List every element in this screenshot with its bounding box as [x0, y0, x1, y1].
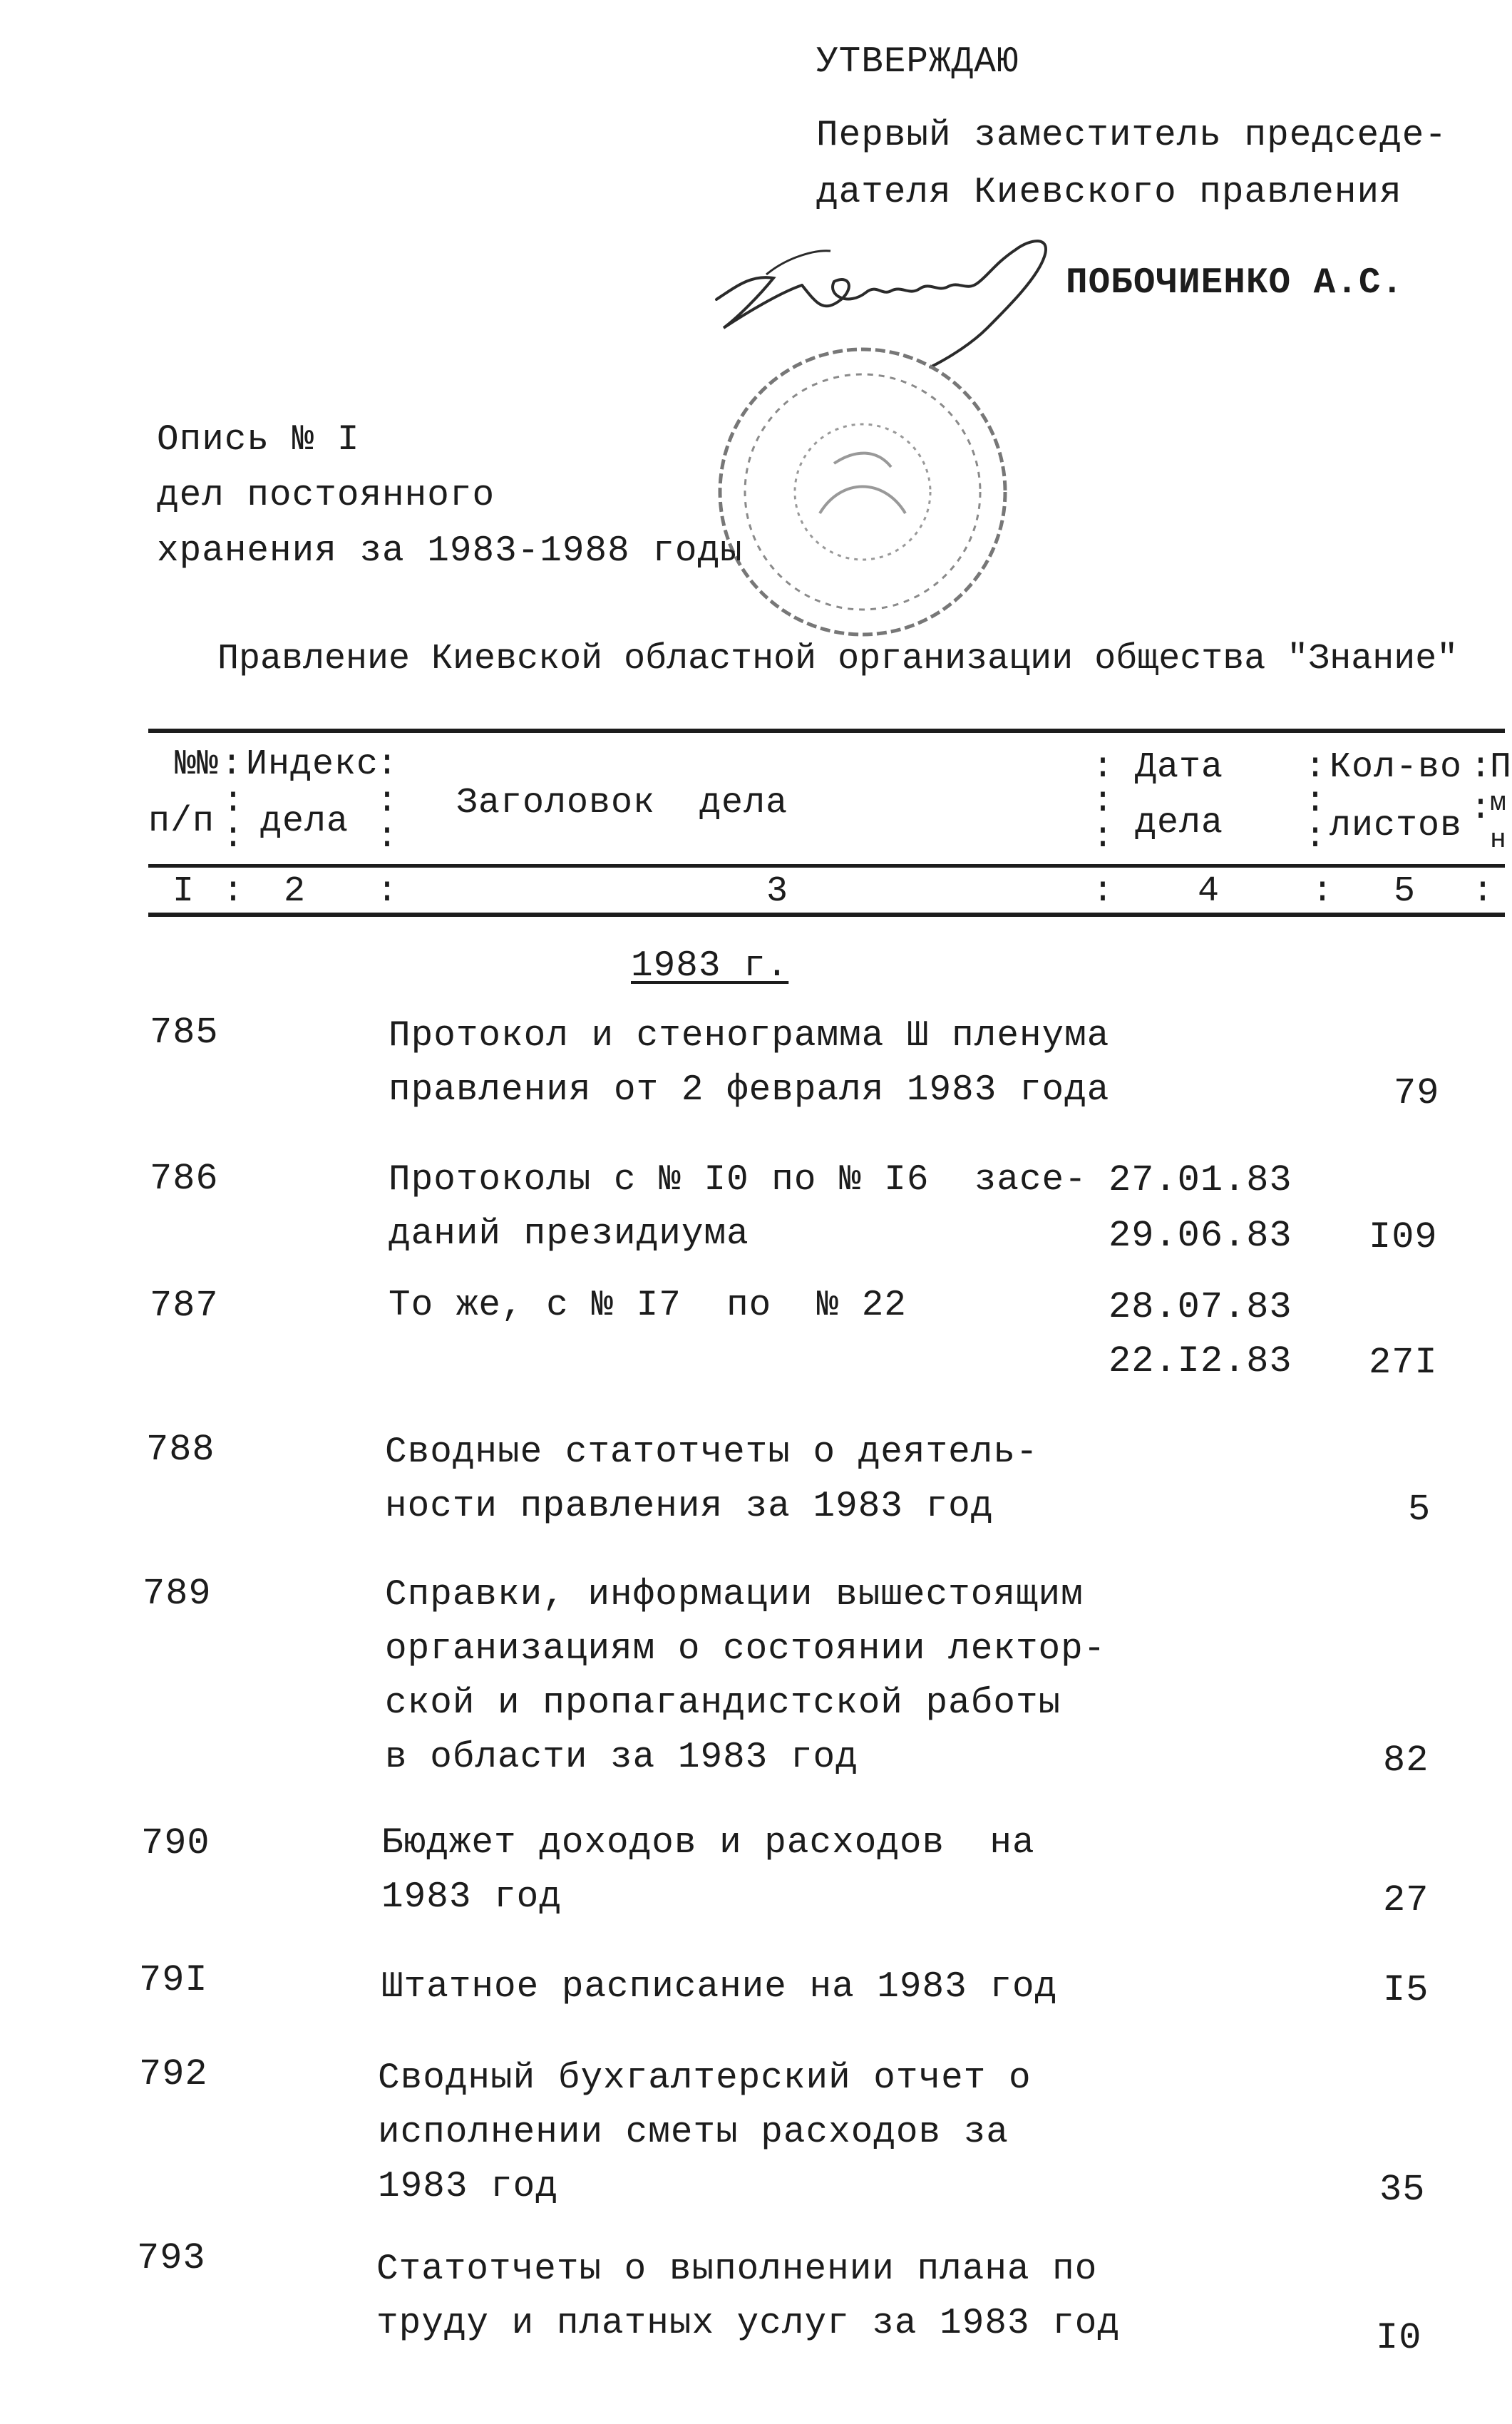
case-sheets: 5: [1408, 1489, 1431, 1531]
case-number: 786: [150, 1158, 219, 1200]
approval-title: УТВЕРЖДАЮ: [816, 42, 1019, 83]
header-separator: :: [1470, 789, 1492, 829]
header-separator: :: [1305, 747, 1327, 788]
case-number: 792: [139, 2053, 208, 2095]
header-separator: :: [1470, 747, 1492, 788]
inventory-line-2: дел постоянного: [157, 476, 495, 516]
col5-header-line1: Кол-во: [1330, 747, 1463, 788]
header-separator: :: [222, 781, 245, 822]
header-separator: :: [376, 817, 398, 858]
case-date: 27.01.83: [1109, 1159, 1292, 1201]
col-number-3: 3: [766, 871, 789, 912]
col4-header-line1: Дата: [1135, 747, 1224, 788]
header-separator: :: [1092, 747, 1114, 788]
number-separator: :: [1312, 871, 1334, 912]
case-title-line: 1983 год: [381, 1877, 562, 1918]
col-number-5: 5: [1394, 871, 1416, 912]
col1-header-line2: п/п: [148, 801, 215, 842]
col6-header-line2: м: [1490, 788, 1507, 818]
case-title-line: Справки, информации вышестоящим: [385, 1575, 1084, 1616]
case-title-line: организациям о состоянии лектор-: [385, 1629, 1106, 1670]
col2-header-line1: Индекс: [246, 744, 379, 785]
case-title-line: ской и пропагандистской работы: [385, 1683, 1061, 1724]
case-title-line: даний президиума: [389, 1214, 749, 1255]
organization-name: Правление Киевской областной организации общества "Знание": [217, 639, 1459, 679]
approval-signer: ПОБОЧИЕНКО А.С.: [1066, 263, 1404, 304]
year-heading: 1983 г.: [631, 946, 789, 987]
case-number: 788: [146, 1429, 215, 1471]
case-sheets: I5: [1383, 1969, 1429, 2011]
case-title-line: Протокол и стенограмма Ш пленума: [389, 1016, 1110, 1057]
case-title-line: правления от 2 февраля 1983 года: [389, 1070, 1110, 1111]
header-separator: :: [1092, 781, 1114, 822]
number-separator: :: [376, 871, 398, 912]
case-number: 789: [143, 1573, 212, 1615]
case-sheets: I0: [1376, 2317, 1422, 2359]
header-separator: :: [222, 817, 245, 858]
header-top-rule: [148, 729, 1505, 733]
col3-header: Заголовок дела: [456, 783, 788, 823]
case-title-line: в области за 1983 год: [385, 1737, 858, 1778]
col-number-1: I: [173, 871, 195, 912]
col6-header-line1: П: [1490, 747, 1512, 788]
case-date: 22.I2.83: [1109, 1340, 1292, 1382]
header-bottom-rule: [148, 913, 1505, 917]
round-stamp: [706, 335, 1019, 649]
header-separator: :: [1305, 817, 1327, 858]
header-separator: :: [1305, 781, 1327, 822]
case-title-line: исполнении сметы расходов за: [378, 2112, 1009, 2153]
header-separator: :: [221, 744, 243, 785]
header-separator: :: [376, 744, 398, 785]
number-separator: :: [1092, 871, 1114, 912]
header-mid-rule: [148, 864, 1505, 868]
col1-header-line1: №№: [175, 744, 220, 785]
case-sheets: 35: [1379, 2169, 1426, 2211]
case-sheets: 27I: [1369, 1342, 1438, 1384]
case-title-line: 1983 год: [378, 2167, 558, 2207]
case-date: 28.07.83: [1109, 1286, 1292, 1328]
case-sheets: 27: [1383, 1879, 1429, 1921]
header-separator: :: [1092, 817, 1114, 858]
case-sheets: 79: [1394, 1072, 1440, 1114]
case-title-line: Бюджет доходов и расходов на: [381, 1823, 1035, 1864]
case-number: 79I: [139, 1959, 208, 2001]
case-number: 793: [137, 2237, 206, 2279]
col4-header-line2: дела: [1135, 803, 1224, 843]
case-date: 29.06.83: [1109, 1215, 1292, 1257]
case-title-line: То же, с № I7 по № 22: [389, 1285, 907, 1326]
approval-line-1: Первый заместитель председе-: [816, 115, 1447, 156]
case-title-line: Протоколы с № I0 по № I6 засе-: [389, 1160, 1087, 1201]
number-separator: :: [1472, 871, 1494, 912]
inventory-line-1: Опись № I: [157, 420, 360, 461]
case-number: 790: [141, 1822, 210, 1864]
case-sheets: 82: [1383, 1740, 1429, 1782]
case-title-line: Статотчеты о выполнении плана по: [376, 2249, 1098, 2290]
col2-header-line2: дела: [260, 801, 349, 842]
case-title-line: Штатное расписание на 1983 год: [381, 1967, 1058, 2008]
inventory-line-3: хранения за 1983-1988 годы: [157, 531, 743, 572]
approval-line-2: дателя Киевского правления: [816, 173, 1402, 213]
header-separator: :: [376, 781, 398, 822]
case-title-line: труду и платных услуг за 1983 год: [376, 2304, 1120, 2344]
col-number-2: 2: [284, 871, 307, 912]
case-number: 785: [150, 1012, 219, 1054]
col-number-4: 4: [1198, 871, 1220, 912]
case-title-line: Сводный бухгалтерский отчет о: [378, 2058, 1032, 2099]
col6-header-line3: н: [1490, 825, 1507, 856]
case-number: 787: [150, 1285, 219, 1327]
number-separator: :: [222, 871, 245, 912]
case-title-line: ности правления за 1983 год: [385, 1486, 994, 1527]
case-title-line: Сводные статотчеты о деятель-: [385, 1432, 1039, 1473]
case-sheets: I09: [1369, 1216, 1438, 1258]
col5-header-line2: листов: [1330, 806, 1463, 846]
